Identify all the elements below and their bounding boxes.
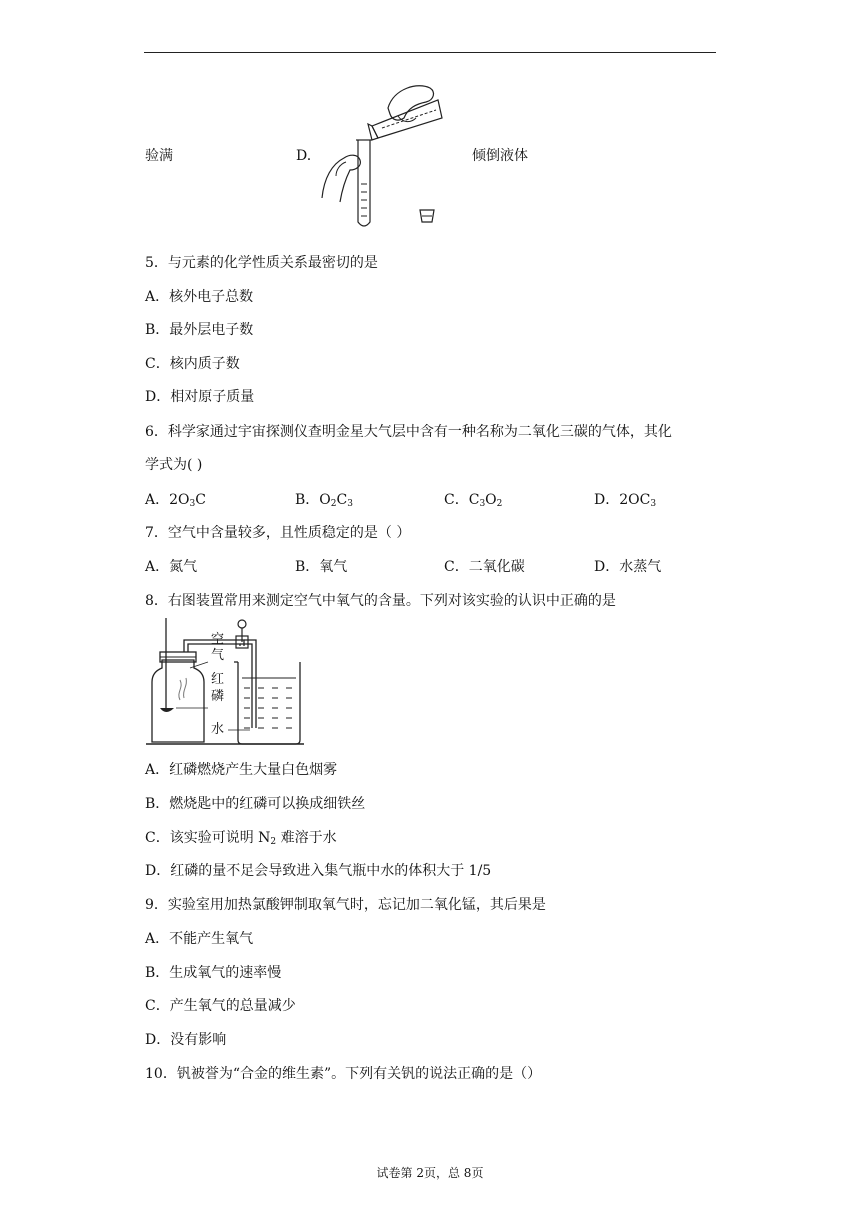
q9-option-b: B．生成氧气的速率慢 [145,965,282,981]
q8-option-d: D．红磷的量不足会导致进入集气瓶中水的体积大于 1/5 [145,863,492,879]
q7-option-d: D．水蒸气 [594,559,662,575]
q5-option-b: B．最外层电子数 [145,322,254,338]
figure-label-shui: 水 [211,722,225,737]
q6-stem-line2: 学式为( ) [145,457,203,473]
option-d-letter: D. [296,148,312,164]
q6-option-a: A．$2O_3C$ [145,492,206,509]
q9-option-a: A．不能产生氧气 [145,931,254,947]
q9-option-d: D．没有影响 [145,1032,227,1048]
q8-stem: 8．右图装置常用来测定空气中氧气的含量。下列对该实验的认识中正确的是 [145,593,616,609]
q8-option-b: B．燃烧匙中的红磷可以换成细铁丝 [145,796,366,812]
q6-option-c: C．$C_3O_2$ [444,492,503,509]
q5-option-a: A．核外电子总数 [145,289,254,305]
figure-label-qi: 气 [211,648,225,663]
q10-stem: 10．钒被誉为“合金的维生素”。下列有关钒的说法正确的是（） [145,1066,542,1082]
q5-stem: 5．与元素的化学性质关系最密切的是 [145,255,378,271]
option-c-caption: 验满 [145,148,173,164]
q8-option-c: C．该实验可说明 $N_2$ 难溶于水 [145,830,337,847]
header-rule [144,52,716,53]
figure-label-kong: 空 [211,632,225,647]
figure-label-lin: 磷 [211,689,225,704]
q7-option-b: B．氧气 [295,559,348,575]
q7-option-a: A．氮气 [145,559,198,575]
q6-option-b: B．$O_2C_3$ [295,492,353,509]
q9-stem: 9．实验室用加热氯酸钾制取氧气时，忘记加二氧化锰，其后果是 [145,897,546,913]
option-d-caption: 倾倒液体 [472,148,528,164]
q6-stem-line1: 6．科学家通过宇宙探测仪查明金星大气层中含有一种名称为二氧化三碳的气体，其化 [145,424,672,440]
q6-option-d: D．$2OC_3$ [594,492,657,509]
figure-label-hong: 红 [211,672,225,687]
oxygen-measurement-apparatus [146,616,306,746]
pouring-liquid-figure [318,78,448,230]
q7-option-c: C．二氧化碳 [444,559,525,575]
q5-option-c: C．核内质子数 [145,356,240,372]
q9-option-c: C．产生氧气的总量减少 [145,998,296,1014]
q8-option-a: A．红磷燃烧产生大量白色烟雾 [145,762,338,778]
q5-option-d: D．相对原子质量 [145,389,255,405]
q7-stem: 7．空气中含量较多，且性质稳定的是（ ） [145,525,411,541]
page-footer: 试卷第 2页，总 8页 [376,1166,484,1180]
